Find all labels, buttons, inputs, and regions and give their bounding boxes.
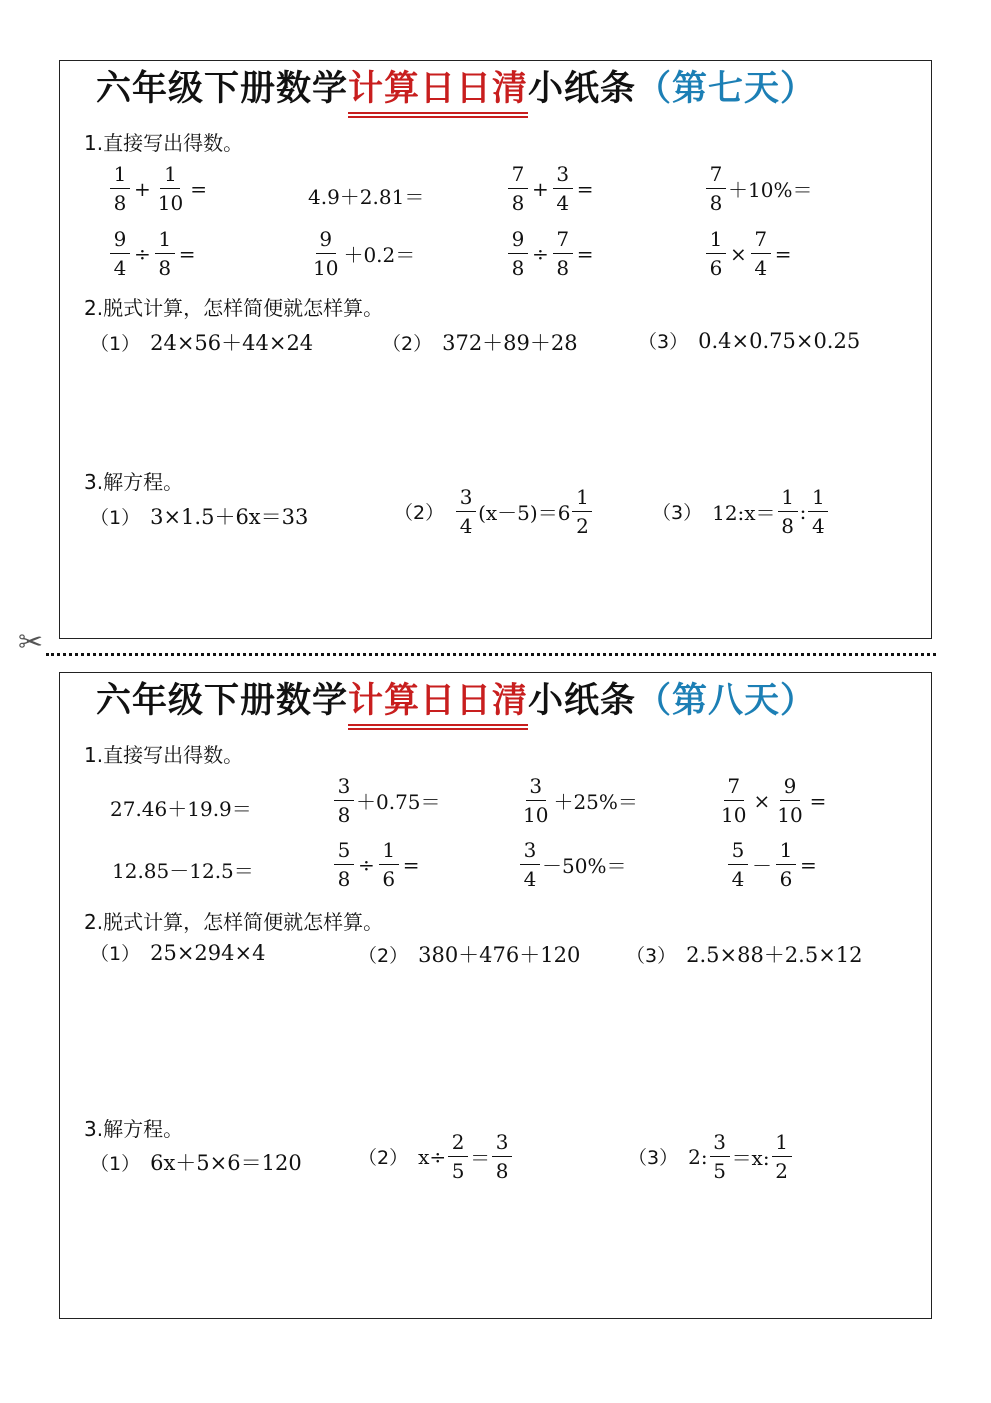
section-heading-3: 3.解方程。: [84, 470, 184, 494]
problem-1g: $\frac{9}{8}$ ÷ $\frac{7}{8}$ =: [506, 229, 596, 278]
title-text: 六年级下册数学: [96, 69, 349, 109]
equation-3: （3） 2: $\frac{3}{5}$ ＝x: $\frac{1}{2}$: [628, 1132, 794, 1181]
problem-1e: 12.85－12.5＝: [112, 859, 254, 883]
scissors-icon: ✂: [18, 625, 44, 660]
problem-1f: $\frac{9}{10}$ ＋0.2＝: [313, 227, 416, 280]
worksheet-day-7: [59, 60, 932, 639]
section-heading-1: 1.直接写出得数。: [84, 131, 244, 155]
problem-1b: 4.9＋2.81＝: [308, 185, 425, 209]
problem-1h: $\frac{1}{6}$ × $\frac{7}{4}$ =: [704, 229, 794, 278]
day-label: （第七天）: [636, 68, 817, 109]
worksheet-title: [96, 65, 816, 113]
worksheet-title: [96, 677, 816, 725]
equation-3: （3） 12:x＝ $\frac{1}{8}$ : $\frac{1}{4}$: [652, 487, 830, 536]
problem-1e: $\frac{9}{4}$ ÷ $\frac{1}{8}$ =: [108, 229, 198, 278]
section-heading-1: 1.直接写出得数。: [84, 743, 244, 767]
title-highlight: 计算日日清: [348, 65, 528, 113]
problem-1d: $\frac{7}{10}$ × $\frac{9}{10}$ =: [721, 774, 827, 827]
day-label: （第八天）: [636, 680, 817, 721]
calc-problem-3: （3） 2.5×88＋2.5×12: [626, 943, 863, 967]
calc-problem-3: （3） 0.4×0.75×0.25: [638, 329, 861, 353]
calc-problem-1: （1） 24×56＋44×24: [90, 331, 314, 355]
problem-1d: $\frac{7}{8}$ ＋10%＝: [704, 164, 812, 213]
problem-1h: $\frac{5}{4}$ － $\frac{1}{6}$ =: [726, 840, 819, 889]
problem-1a: 27.46＋19.9＝: [110, 797, 252, 821]
calc-problem-2: （2） 372＋89＋28: [382, 331, 578, 355]
title-text: 六年级下册数学: [96, 681, 349, 721]
equation-1: （1） 3×1.5＋6x＝33: [90, 505, 309, 529]
problem-1c: $\frac{7}{8}$ + $\frac{3}{4}$ =: [506, 164, 596, 213]
calc-problem-2: （2） 380＋476＋120: [358, 943, 581, 967]
problem-1b: $\frac{3}{8}$ ＋0.75＝: [332, 776, 441, 825]
problem-1a: $\frac{1}{8}$ + $\frac{1}{10}$ =: [108, 164, 209, 213]
cut-line: [46, 653, 936, 656]
calc-problem-1: （1） 25×294×4: [90, 941, 266, 965]
worksheet-day-8: [59, 672, 932, 1319]
section-heading-2: 2.脱式计算，怎样简便就怎样算。: [84, 910, 384, 934]
section-heading-3: 3.解方程。: [84, 1117, 184, 1141]
equation-1: （1） 6x＋5×6＝120: [90, 1151, 302, 1175]
equation-2: （2） $\frac{3}{4}$ (x－5)＝6 $\frac{1}{2}$: [394, 487, 594, 536]
problem-1f: $\frac{5}{8}$ ÷ $\frac{1}{6}$ =: [332, 840, 422, 889]
title-suffix: 小纸条: [528, 69, 637, 109]
problem-1c: $\frac{3}{10}$ ＋25%＝: [523, 774, 638, 827]
equation-2: （2） x÷ $\frac{2}{5}$ ＝ $\frac{3}{8}$: [358, 1132, 514, 1181]
section-heading-2: 2.脱式计算，怎样简便就怎样算。: [84, 296, 384, 320]
title-suffix: 小纸条: [528, 681, 637, 721]
title-highlight: 计算日日清: [348, 677, 528, 725]
problem-1g: $\frac{3}{4}$ －50%＝: [518, 840, 626, 889]
